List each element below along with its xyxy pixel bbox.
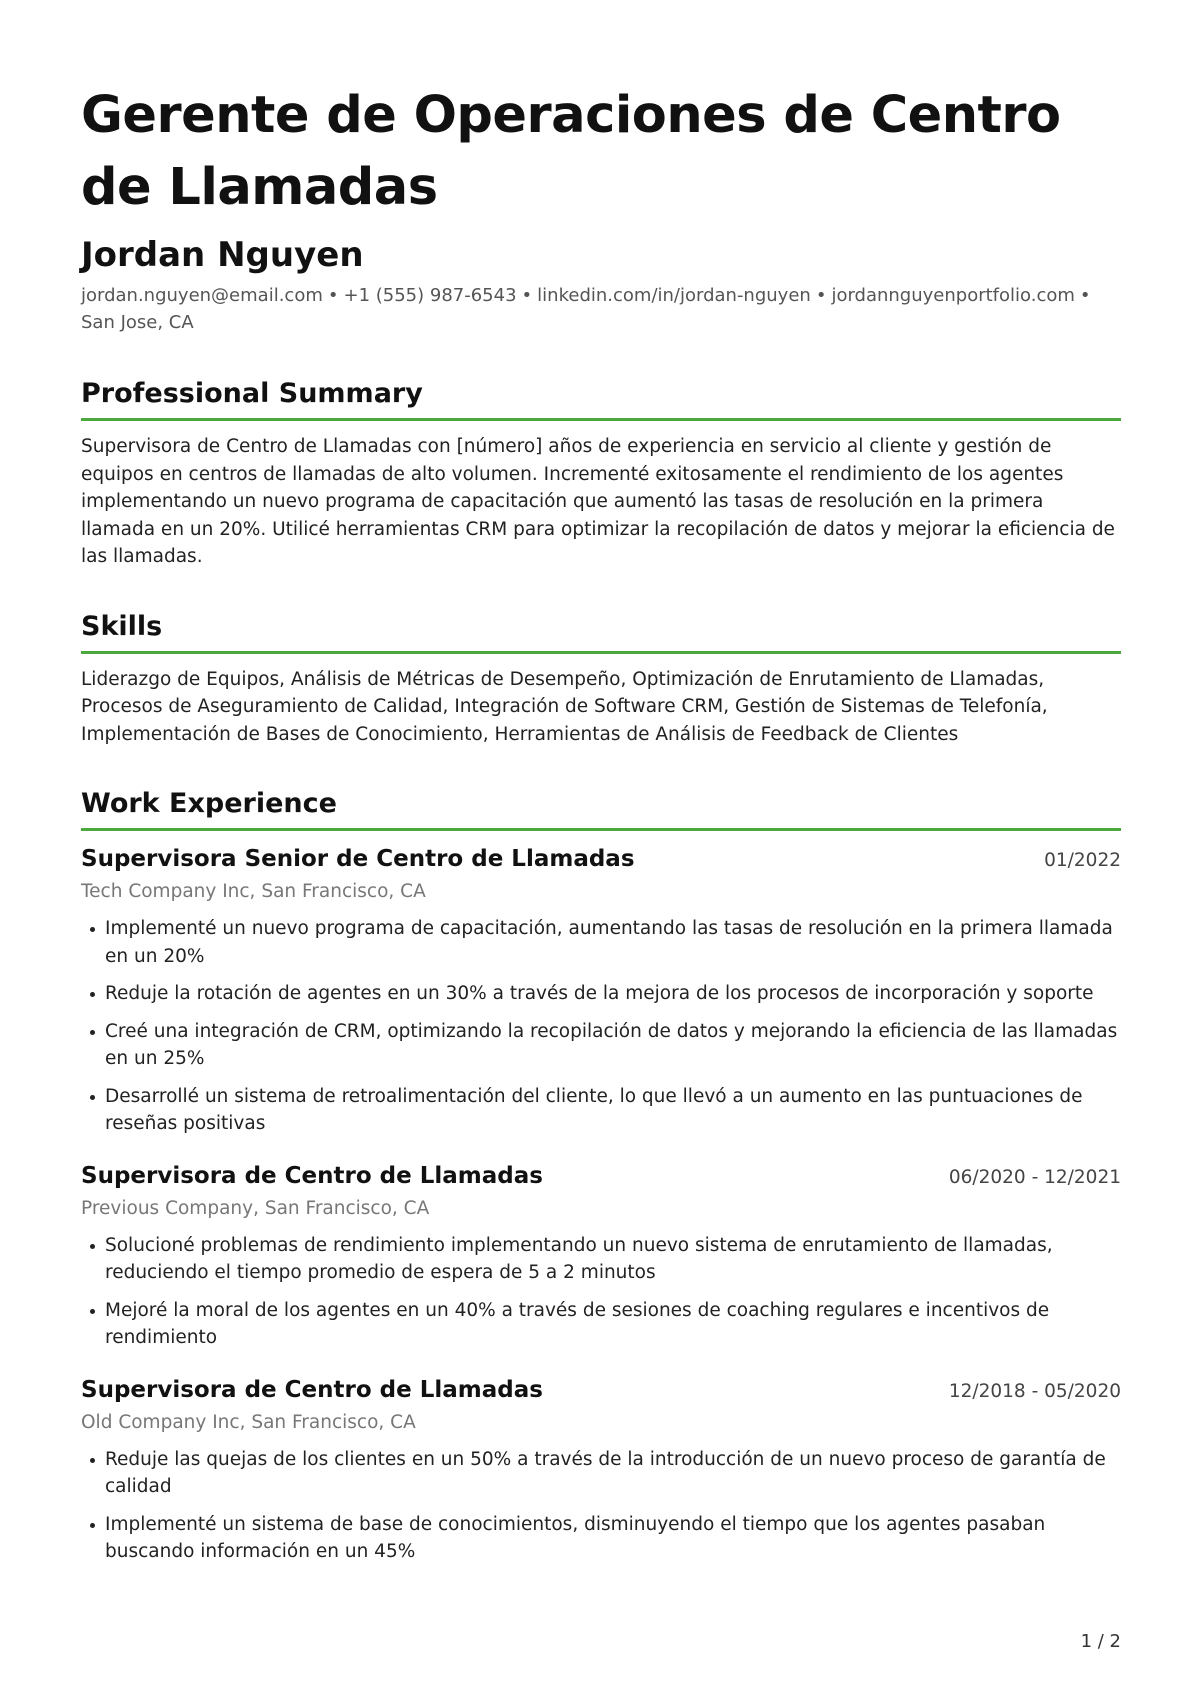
contact-phone: +1 (555) 987-6543 bbox=[343, 285, 517, 306]
contact-line bbox=[81, 282, 1121, 336]
job-bullet: Desarrollé un sistema de retroalimentación del cliente, lo que llevó a un aumento en las puntuaciones de reseñas positivas bbox=[81, 1083, 1121, 1138]
job-date: 12/2018 - 05/2020 bbox=[948, 1380, 1121, 1402]
summary-heading: Professional Summary bbox=[81, 378, 423, 409]
contact-separator: • bbox=[521, 285, 533, 306]
job-bullet: Solucioné problemas de rendimiento implementando un nuevo sistema de enrutamiento de llamadas, reduciendo el tiempo promedio de espera de 5 a 2 minutos bbox=[81, 1232, 1121, 1287]
job-bullet: Creé una integración de CRM, optimizando la recopilación de datos y mejorando la eficiencia de las llamadas en un 25% bbox=[81, 1018, 1121, 1073]
job-header bbox=[81, 1374, 1121, 1408]
job-date: 06/2020 - 12/2021 bbox=[948, 1166, 1121, 1188]
job-company: Tech Company Inc, San Francisco, CA bbox=[81, 881, 426, 902]
job-date: 01/2022 bbox=[1044, 850, 1121, 871]
section-divider bbox=[81, 651, 1121, 654]
experience-heading: Work Experience bbox=[81, 788, 337, 819]
resume-page bbox=[81, 80, 1121, 1576]
job-bullet: Reduje la rotación de agentes en un 30% a través de la mejora de los procesos de incorporación y soporte bbox=[81, 980, 1121, 1008]
person-name: Jordan Nguyen bbox=[81, 235, 364, 275]
contact-portfolio: jordannguyenportfolio.com bbox=[831, 285, 1075, 306]
job-title: Supervisora de Centro de Llamadas bbox=[81, 1162, 543, 1189]
job-company: Old Company Inc, San Francisco, CA bbox=[81, 1411, 416, 1433]
job-bullet: Reduje las quejas de los clientes en un 50% a través de la introducción de un nuevo proceso de garantía de calidad bbox=[81, 1446, 1121, 1501]
experience-section bbox=[81, 786, 1121, 1566]
contact-separator: • bbox=[1079, 285, 1091, 306]
job-title: Supervisora Senior de Centro de Llamadas bbox=[81, 846, 635, 872]
job-entry bbox=[81, 1160, 1121, 1352]
skills-section bbox=[81, 609, 1121, 749]
job-header bbox=[81, 843, 1121, 877]
job-bullet: Mejoré la moral de los agentes en un 40% a través de sesiones de coaching regulares e incentivos de rendimiento bbox=[81, 1297, 1121, 1352]
section-divider bbox=[81, 828, 1121, 831]
page-indicator: 1 / 2 bbox=[1080, 1631, 1121, 1652]
job-bullet: Implementé un nuevo programa de capacitación, aumentando las tasas de resolución en la primera llamada en un 20% bbox=[81, 915, 1121, 970]
skills-text: Liderazgo de Equipos, Análisis de Métricas de Desempeño, Optimización de Enrutamiento de Llamadas, Procesos de Aseguramiento de Calidad, Integración de Software CRM, Gestión de Sistemas de Telefonía, Implementación de Bases de Conocimiento, Herramientas de Análisis de Feedback de Clientes bbox=[81, 668, 1048, 745]
document-title: Gerente de Operaciones de Centro de Llamadas bbox=[81, 86, 1061, 217]
job-company: Previous Company, San Francisco, CA bbox=[81, 1197, 430, 1219]
skills-heading: Skills bbox=[81, 610, 163, 642]
summary-section bbox=[81, 376, 1121, 571]
job-bullet: Implementé un sistema de base de conocimientos, disminuyendo el tiempo que los agentes pasaban buscando información en un 45% bbox=[81, 1511, 1121, 1566]
section-divider bbox=[81, 418, 1121, 421]
job-header bbox=[81, 1160, 1121, 1194]
contact-separator: • bbox=[327, 285, 339, 306]
job-title: Supervisora de Centro de Llamadas bbox=[81, 1376, 543, 1403]
job-entry bbox=[81, 1374, 1121, 1566]
job-bullets bbox=[81, 1232, 1121, 1352]
job-bullets bbox=[81, 915, 1121, 1138]
contact-location: San Jose, CA bbox=[81, 312, 194, 333]
job-entry bbox=[81, 843, 1121, 1138]
summary-text: Supervisora de Centro de Llamadas con [número] años de experiencia en servicio al cliente y gestión de equipos en centros de llamadas de alto volumen. Incrementé exitosamente el rendimiento de los agentes implementando un nuevo programa de capacitación que aumentó las tasas de resolución en la primera llamada en un 20%. Utilicé herramientas CRM para optimizar la recopilación de datos y mejorar la eficiencia de las llamadas. bbox=[81, 436, 1115, 567]
contact-separator: • bbox=[815, 285, 827, 306]
contact-linkedin: linkedin.com/in/jordan-nguyen bbox=[537, 285, 811, 306]
job-bullets bbox=[81, 1446, 1121, 1566]
contact-email: jordan.nguyen@email.com bbox=[81, 285, 323, 306]
